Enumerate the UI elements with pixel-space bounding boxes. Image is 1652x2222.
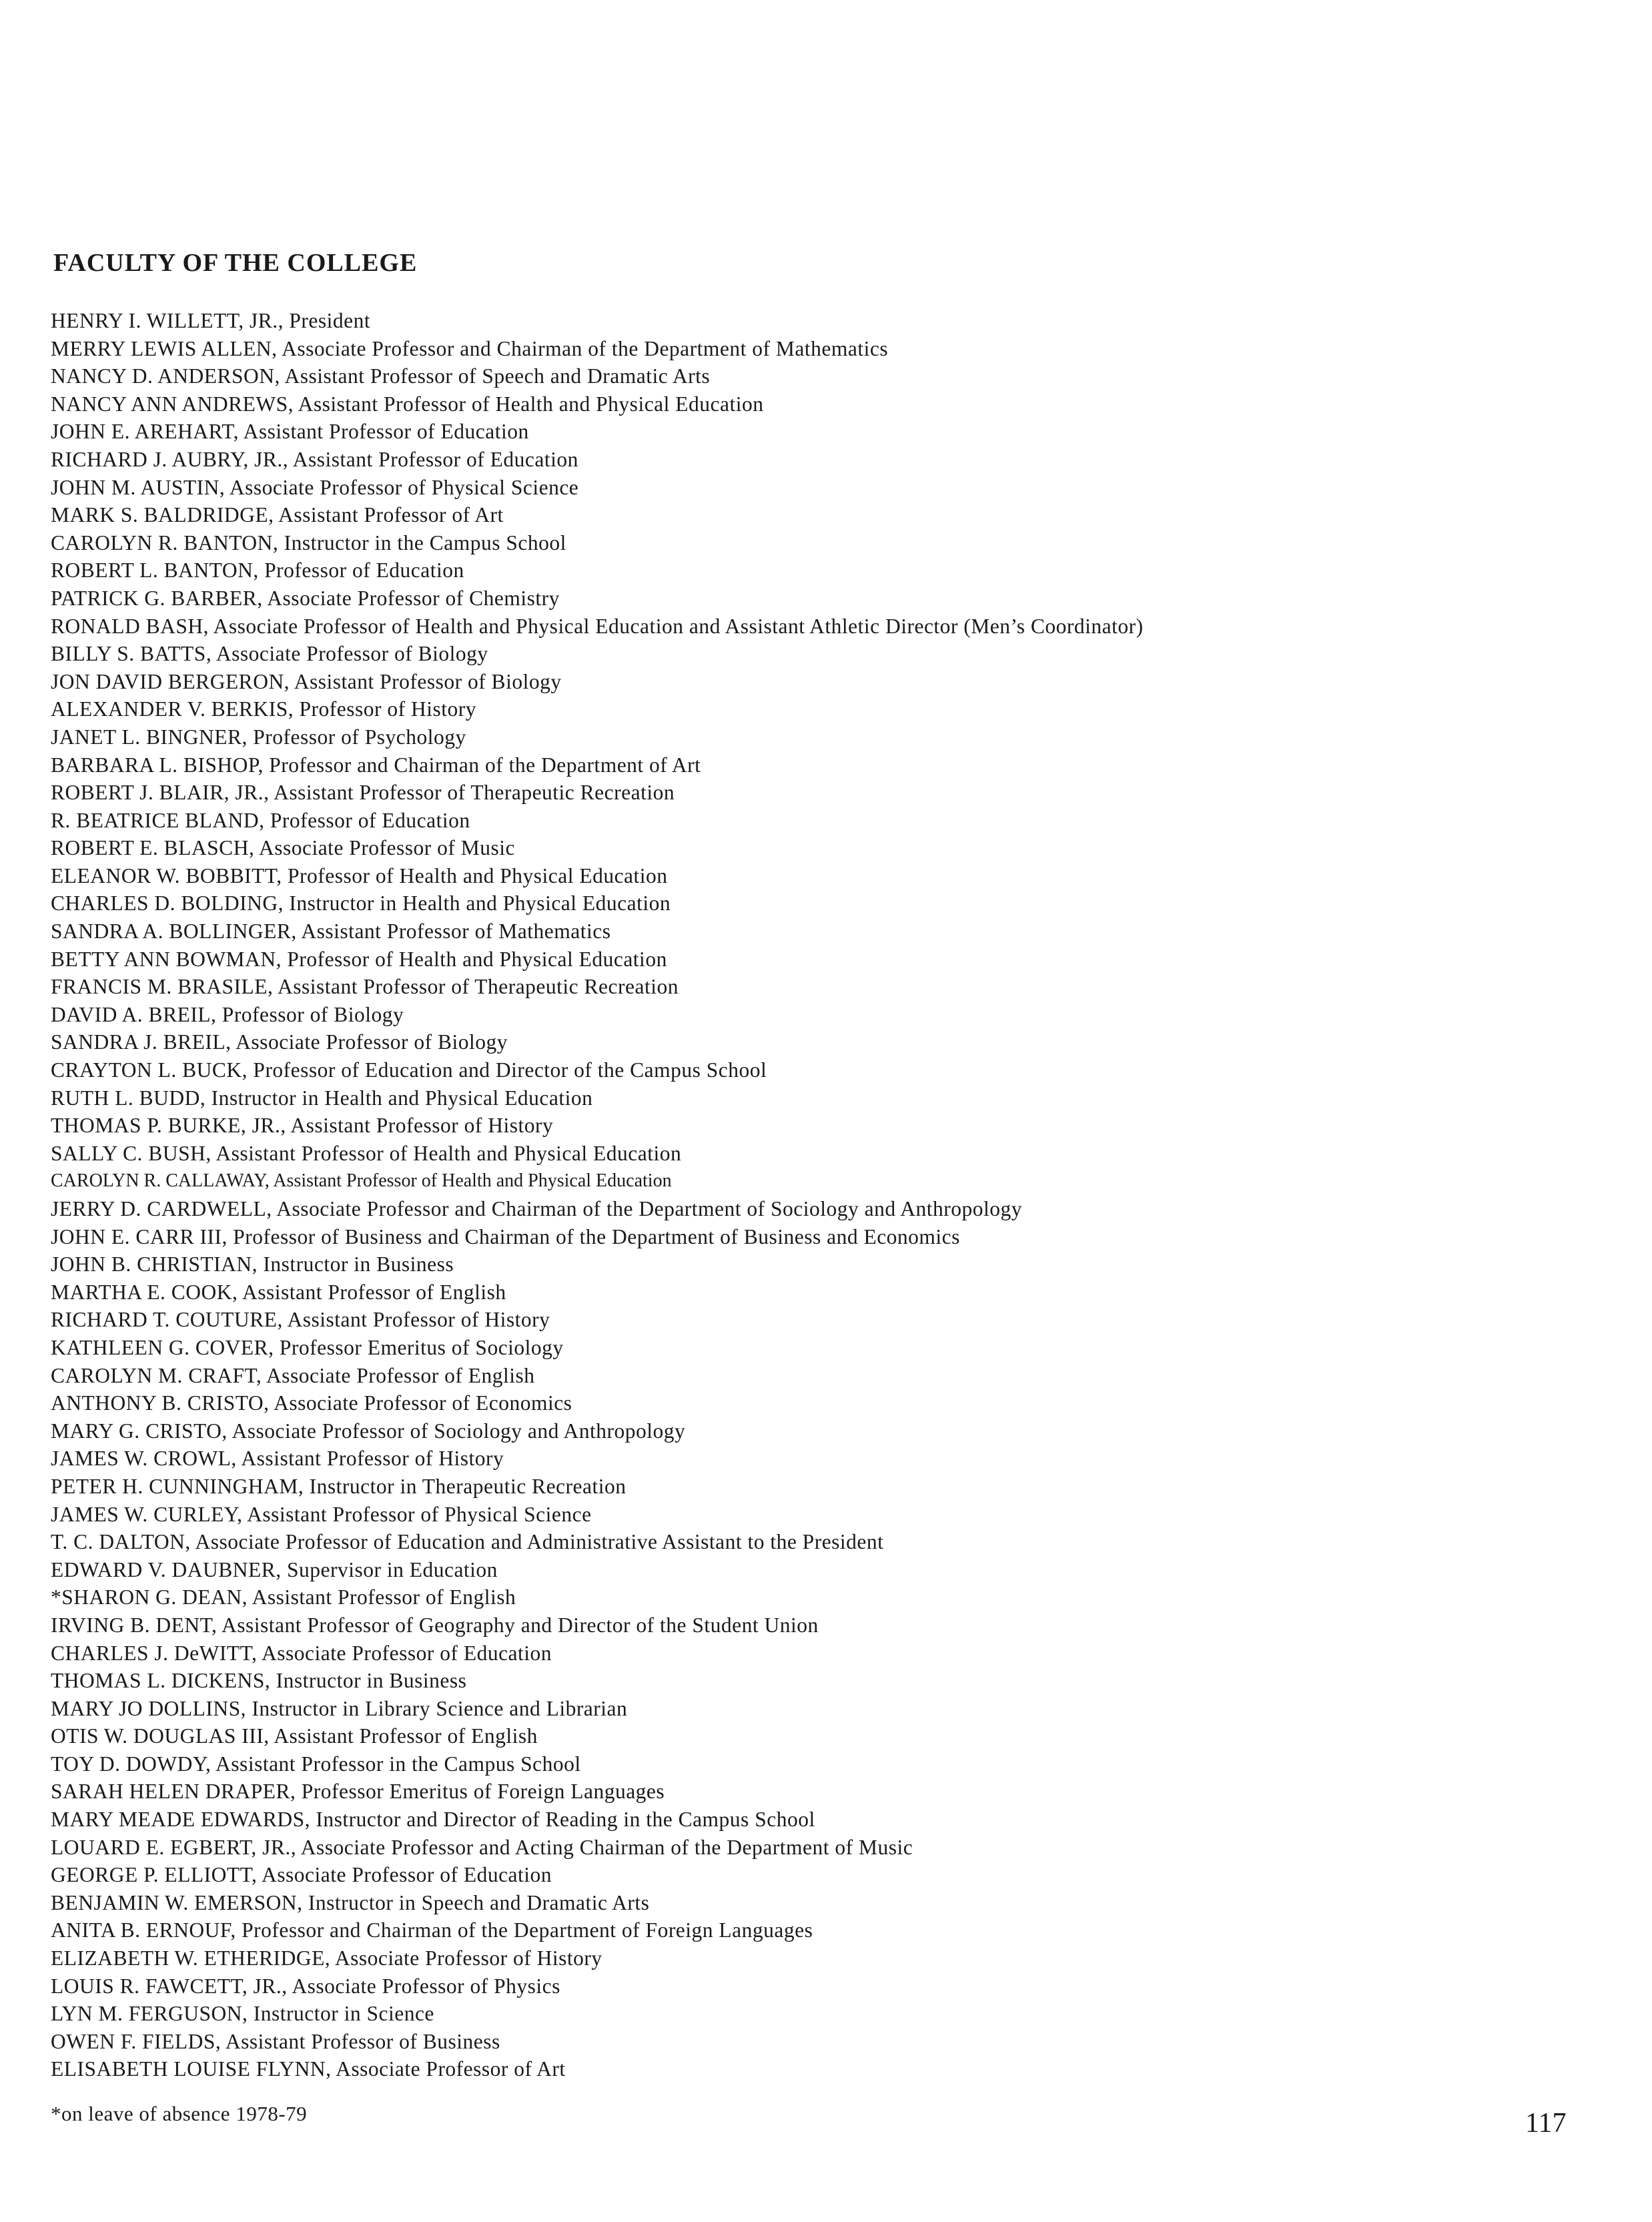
faculty-entry: CAROLYN R. BANTON, Instructor in the Campus School (51, 530, 566, 554)
faculty-entry: ELISABETH LOUISE FLYNN, Associate Professor of Art (51, 2057, 566, 2081)
faculty-entry: MARTHA E. COOK, Assistant Professor of English (51, 1280, 506, 1304)
faculty-entry: BARBARA L. BISHOP, Professor and Chairman of the Department of Art (51, 753, 701, 777)
faculty-entry: THOMAS L. DICKENS, Instructor in Business (51, 1669, 467, 1693)
faculty-entry: JAMES W. CURLEY, Assistant Professor of Physical Science (51, 1502, 592, 1526)
faculty-entry: MARY G. CRISTO, Associate Professor of Sociology and Anthropology (51, 1419, 686, 1443)
faculty-entry: NANCY D. ANDERSON, Assistant Professor of Speech and Dramatic Arts (51, 364, 711, 388)
faculty-entry: SANDRA J. BREIL, Associate Professor of Biology (51, 1030, 508, 1054)
faculty-entry: PATRICK G. BARBER, Associate Professor of Chemistry (51, 586, 560, 610)
faculty-entry: MERRY LEWIS ALLEN, Associate Professor and Chairman of the Department of Mathematics (51, 336, 889, 360)
faculty-entry: HENRY I. WILLETT, JR., President (51, 309, 371, 332)
faculty-entry: ROBERT J. BLAIR, JR., Assistant Professor of Therapeutic Recreation (51, 781, 675, 805)
faculty-entry: ROBERT E. BLASCH, Associate Professor of Music (51, 836, 516, 860)
faculty-entry: EDWARD V. DAUBNER, Supervisor in Education (51, 1557, 498, 1581)
faculty-entry: BETTY ANN BOWMAN, Professor of Health and Physical Education (51, 947, 667, 971)
faculty-list (51, 307, 1144, 2083)
faculty-entry: CHARLES D. BOLDING, Instructor in Health and Physical Education (51, 891, 671, 915)
faculty-entry: JOHN B. CHRISTIAN, Instructor in Business (51, 1252, 454, 1276)
faculty-entry: CAROLYN M. CRAFT, Associate Professor of English (51, 1363, 535, 1387)
faculty-entry: BILLY S. BATTS, Associate Professor of Biology (51, 642, 488, 666)
faculty-entry: CRAYTON L. BUCK, Professor of Education and Director of the Campus School (51, 1058, 767, 1082)
faculty-entry: SANDRA A. BOLLINGER, Assistant Professor of Mathematics (51, 919, 611, 944)
faculty-entry: SARAH HELEN DRAPER, Professor Emeritus of Foreign Languages (51, 1780, 665, 1804)
faculty-entry: JON DAVID BERGERON, Assistant Professor of Biology (51, 669, 562, 693)
faculty-entry: R. BEATRICE BLAND, Professor of Education (51, 808, 470, 832)
page-number: 117 (1525, 2108, 1567, 2139)
faculty-entry: CAROLYN R. CALLAWAY, Assistant Professor of Health and Physical Education (51, 1170, 672, 1192)
faculty-entry: JAMES W. CROWL, Assistant Professor of History (51, 1447, 504, 1471)
faculty-entry: ANTHONY B. CRISTO, Associate Professor of Economics (51, 1391, 572, 1415)
faculty-entry: OTIS W. DOUGLAS III, Assistant Professor of English (51, 1724, 538, 1748)
faculty-entry: MARY MEADE EDWARDS, Instructor and Director of Reading in the Campus School (51, 1808, 815, 1832)
faculty-entry: GEORGE P. ELLIOTT, Associate Professor of Education (51, 1863, 552, 1887)
faculty-entry: JOHN E. AREHART, Assistant Professor of Education (51, 420, 529, 444)
faculty-entry: DAVID A. BREIL, Professor of Biology (51, 1002, 404, 1026)
faculty-entry: ALEXANDER V. BERKIS, Professor of History (51, 697, 476, 721)
faculty-entry: JERRY D. CARDWELL, Associate Professor and Chairman of the Department of Sociology and Anthropology (51, 1197, 1023, 1220)
faculty-entry: BENJAMIN W. EMERSON, Instructor in Speech and Dramatic Arts (51, 1890, 650, 1914)
faculty-entry: MARY JO DOLLINS, Instructor in Library Science and Librarian (51, 1696, 628, 1720)
faculty-entry: SALLY C. BUSH, Assistant Professor of Health and Physical Education (51, 1141, 682, 1165)
faculty-entry: LOUARD E. EGBERT, JR., Associate Professor and Acting Chairman of the Department of Music (51, 1835, 913, 1859)
page-title: FACULTY OF THE COLLEGE (53, 249, 418, 277)
faculty-entry: ROBERT L. BANTON, Professor of Education (51, 559, 464, 583)
faculty-entry: ANITA B. ERNOUF, Professor and Chairman of the Department of Foreign Languages (51, 1918, 813, 1942)
faculty-entry: FRANCIS M. BRASILE, Assistant Professor of Therapeutic Recreation (51, 975, 679, 999)
faculty-entry: ELIZABETH W. ETHERIDGE, Associate Professor of History (51, 1946, 602, 1970)
faculty-entry: CHARLES J. DeWITT, Associate Professor of Education (51, 1641, 552, 1665)
faculty-entry: ELEANOR W. BOBBITT, Professor of Health and Physical Education (51, 863, 668, 887)
faculty-entry: LOUIS R. FAWCETT, JR., Associate Professor of Physics (51, 1974, 560, 1998)
faculty-entry: KATHLEEN G. COVER, Professor Emeritus of Sociology (51, 1335, 564, 1359)
faculty-entry: RICHARD J. AUBRY, JR., Assistant Professor of Education (51, 447, 578, 471)
faculty-entry: THOMAS P. BURKE, JR., Assistant Professor of History (51, 1114, 554, 1138)
faculty-entry: RONALD BASH, Associate Professor of Health and Physical Education and Assistant Athletic Director (Men’s Coordinator) (51, 614, 1144, 638)
faculty-entry: LYN M. FERGUSON, Instructor in Science (51, 2002, 434, 2026)
faculty-entry: *SHARON G. DEAN, Assistant Professor of English (51, 1585, 516, 1609)
faculty-entry: T. C. DALTON, Associate Professor of Education and Administrative Assistant to the President (51, 1530, 884, 1554)
faculty-entry: NANCY ANN ANDREWS, Assistant Professor of Health and Physical Education (51, 392, 764, 416)
faculty-entry: PETER H. CUNNINGHAM, Instructor in Therapeutic Recreation (51, 1474, 627, 1498)
faculty-entry: OWEN F. FIELDS, Assistant Professor of Business (51, 2029, 500, 2053)
faculty-entry: MARK S. BALDRIDGE, Assistant Professor of Art (51, 503, 504, 527)
faculty-entry: JOHN E. CARR III, Professor of Business and Chairman of the Department of Business and Economics (51, 1224, 960, 1248)
faculty-entry: JANET L. BINGNER, Professor of Psychology (51, 725, 466, 749)
footnote: *on leave of absence 1978-79 (51, 2102, 308, 2125)
faculty-entry: RICHARD T. COUTURE, Assistant Professor of History (51, 1308, 550, 1332)
faculty-entry: JOHN M. AUSTIN, Associate Professor of Physical Science (51, 475, 579, 499)
faculty-entry: RUTH L. BUDD, Instructor in Health and Physical Education (51, 1086, 593, 1110)
faculty-entry: IRVING B. DENT, Assistant Professor of Geography and Director of the Student Union (51, 1613, 819, 1637)
faculty-entry: TOY D. DOWDY, Assistant Professor in the Campus School (51, 1752, 581, 1776)
